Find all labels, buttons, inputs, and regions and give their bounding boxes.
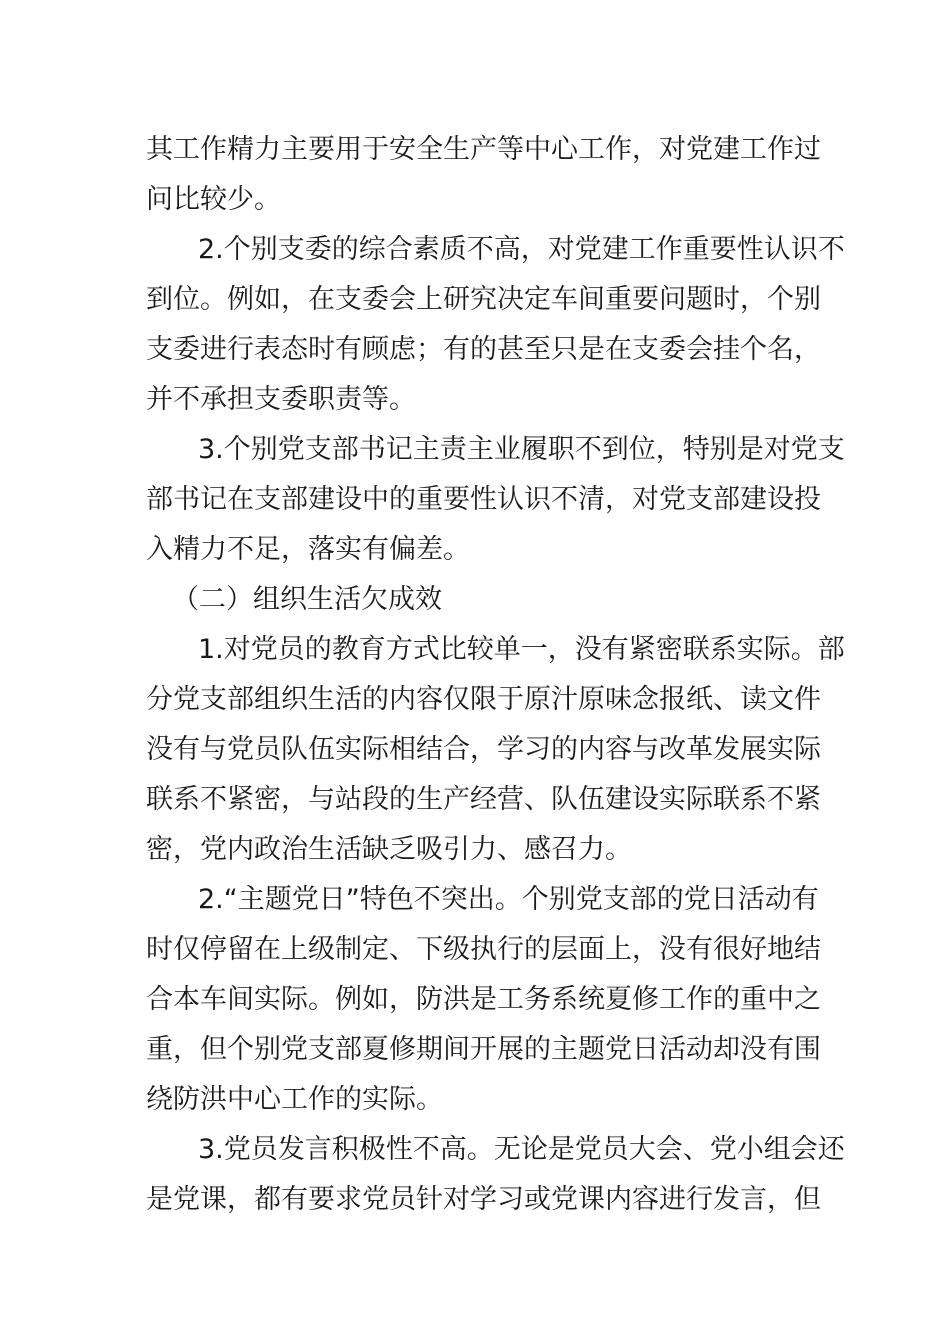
paragraph-line: 问比较少。 xyxy=(146,184,281,215)
paragraph-line: 到位。例如，在支委会上研究决定车间重要问题时，个别 xyxy=(146,284,821,315)
section-heading: （二）组织生活欠成效 xyxy=(172,584,442,615)
paragraph-line: 没有与党员队伍实际相结合，学习的内容与改革发展实际 xyxy=(146,734,821,765)
paragraph-line: 3.个别党支部书记主责主业履职不到位，特别是对党支 xyxy=(198,434,845,465)
paragraph-line: 是党课，都有要求党员针对学习或党课内容进行发言，但 xyxy=(146,1184,821,1215)
paragraph-line: 合本车间实际。例如，防洪是工务系统夏修工作的重中之 xyxy=(146,984,821,1015)
paragraph-line: 2.“主题党日”特色不突出。个别党支部的党日活动有 xyxy=(198,884,819,915)
paragraph-line: 支委进行表态时有顾虑；有的甚至只是在支委会挂个名， xyxy=(146,334,821,365)
paragraph-line: 时仅停留在上级制定、下级执行的层面上，没有很好地结 xyxy=(146,934,821,965)
paragraph-line: 绕防洪中心工作的实际。 xyxy=(146,1084,443,1115)
paragraph-line: 分党支部组织生活的内容仅限于原汁原味念报纸、读文件 xyxy=(146,684,821,715)
paragraph-line: 重，但个别党支部夏修期间开展的主题党日活动却没有围 xyxy=(146,1034,821,1065)
paragraph-line: 部书记在支部建设中的重要性认识不清，对党支部建设投 xyxy=(146,484,821,515)
paragraph-line: 并不承担支委职责等。 xyxy=(146,384,416,415)
paragraph-line: 其工作精力主要用于安全生产等中心工作，对党建工作过 xyxy=(146,134,821,165)
paragraph-line: 联系不紧密，与站段的生产经营、队伍建设实际联系不紧 xyxy=(146,784,821,815)
paragraph-line: 入精力不足，落实有偏差。 xyxy=(146,534,470,565)
paragraph-line: 2.个别支委的综合素质不高，对党建工作重要性认识不 xyxy=(198,234,845,265)
paragraph-line: 密，党内政治生活缺乏吸引力、感召力。 xyxy=(146,834,632,865)
paragraph-line: 1.对党员的教育方式比较单一，没有紧密联系实际。部 xyxy=(198,634,845,665)
paragraph-line: 3.党员发言积极性不高。无论是党员大会、党小组会还 xyxy=(198,1134,845,1165)
